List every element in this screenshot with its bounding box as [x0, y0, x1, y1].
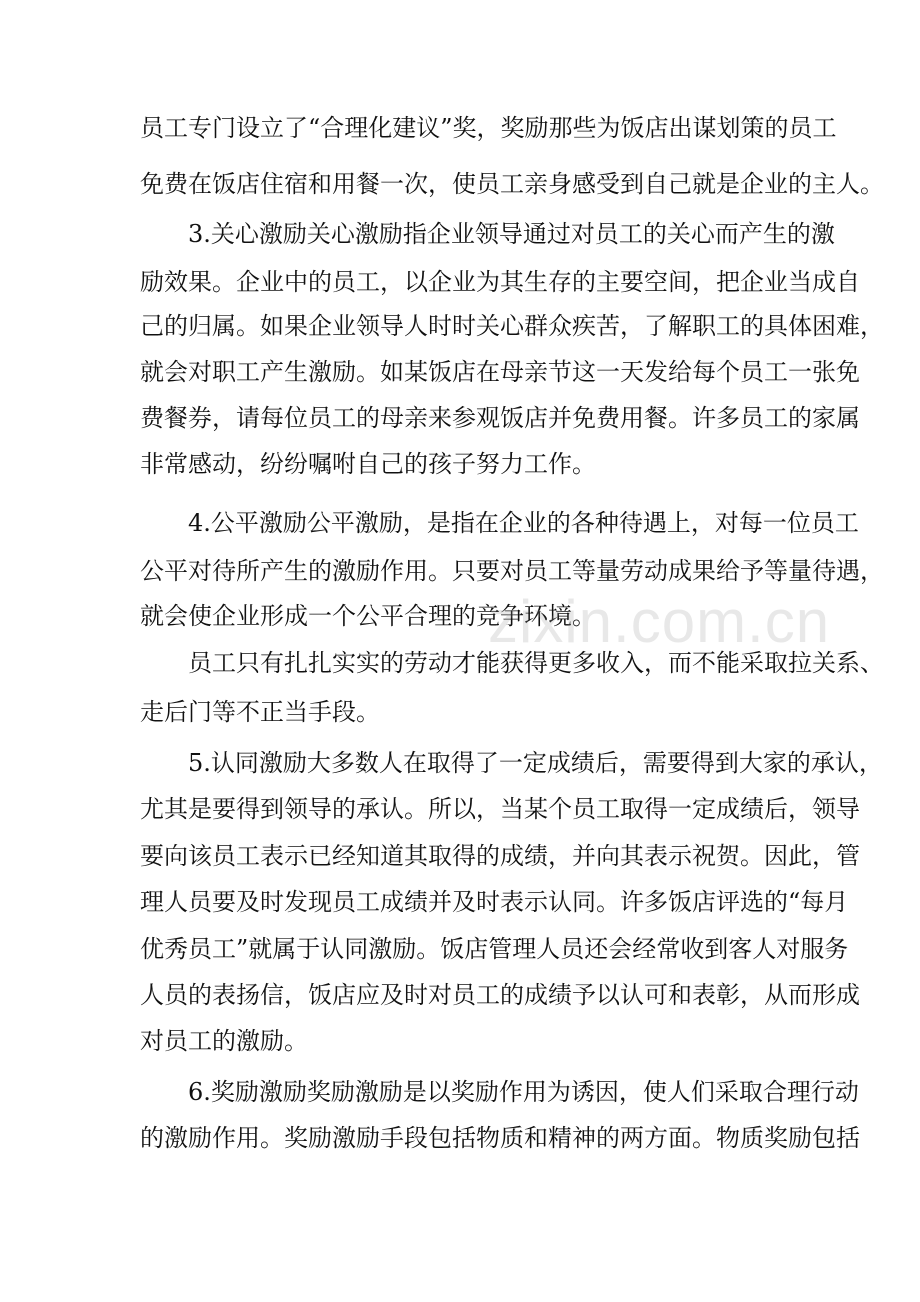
text-line: 费餐券，请每位员工的母亲来参观饭店并免费用餐。许多员工的家属 — [140, 404, 860, 432]
text-line: 对员工的激励。 — [140, 1027, 308, 1055]
text-line: 人员的表扬信，饭店应及时对员工的成绩予以认可和表彰，从而形成 — [140, 981, 860, 1009]
text-line: 走后门等不正当手段。 — [140, 698, 380, 726]
text-line: 免费在饭店住宿和用餐一次，使员工亲身感受到自己就是企业的主人。 — [140, 170, 884, 198]
text-line: 尤其是要得到领导的承认。所以，当某个员工取得一定成绩后，领导 — [140, 795, 860, 823]
text-line: 4.公平激励公平激励，是指在企业的各种待遇上，对每一位员工 — [188, 509, 859, 537]
text-line: 己的归属。如果企业领导人时时关心群众疾苦，了解职工的具体困难， — [140, 312, 884, 340]
text-line: 3.关心激励关心激励指企业领导通过对员工的关心而产生的激 — [188, 220, 835, 248]
text-line: 就会使企业形成一个公平合理的竞争环境。 — [140, 602, 596, 630]
text-line: 员工专门设立了“合理化建议”奖，奖励那些为饭店出谋划策的员工 — [140, 114, 837, 142]
watermark: zixin.com.cn — [488, 588, 831, 655]
text-line: 就会对职工产生激励。如某饭店在母亲节这一天发给每个员工一张免 — [140, 358, 860, 386]
text-line: 员工只有扎扎实实的劳动才能获得更多收入，而不能采取拉关系、 — [188, 649, 884, 677]
text-line: 要向该员工表示已经知道其取得的成绩，并向其表示祝贺。因此，管 — [140, 842, 860, 870]
text-line: 励效果。企业中的员工，以企业为其生存的主要空间，把企业当成自 — [140, 268, 860, 296]
text-line: 非常感动，纷纷嘱咐自己的孩子努力工作。 — [140, 450, 596, 478]
text-line: 5.认同激励大多数人在取得了一定成绩后，需要得到大家的承认， — [188, 749, 883, 777]
text-line: 理人员要及时发现员工成绩并及时表示认同。许多饭店评选的“每月 — [140, 888, 849, 916]
text-line: 的激励作用。奖励激励手段包括物质和精神的两方面。物质奖励包括 — [140, 1124, 860, 1152]
text-line: 6.奖励激励奖励激励是以奖励作用为诱因，使人们采取合理行动 — [188, 1078, 859, 1106]
text-line: 公平对待所产生的激励作用。只要对员工等量劳动成果给予等量待遇， — [140, 557, 884, 585]
text-line: 优秀员工”就属于认同激励。饭店管理人员还会经常收到客人对服务 — [140, 935, 849, 963]
